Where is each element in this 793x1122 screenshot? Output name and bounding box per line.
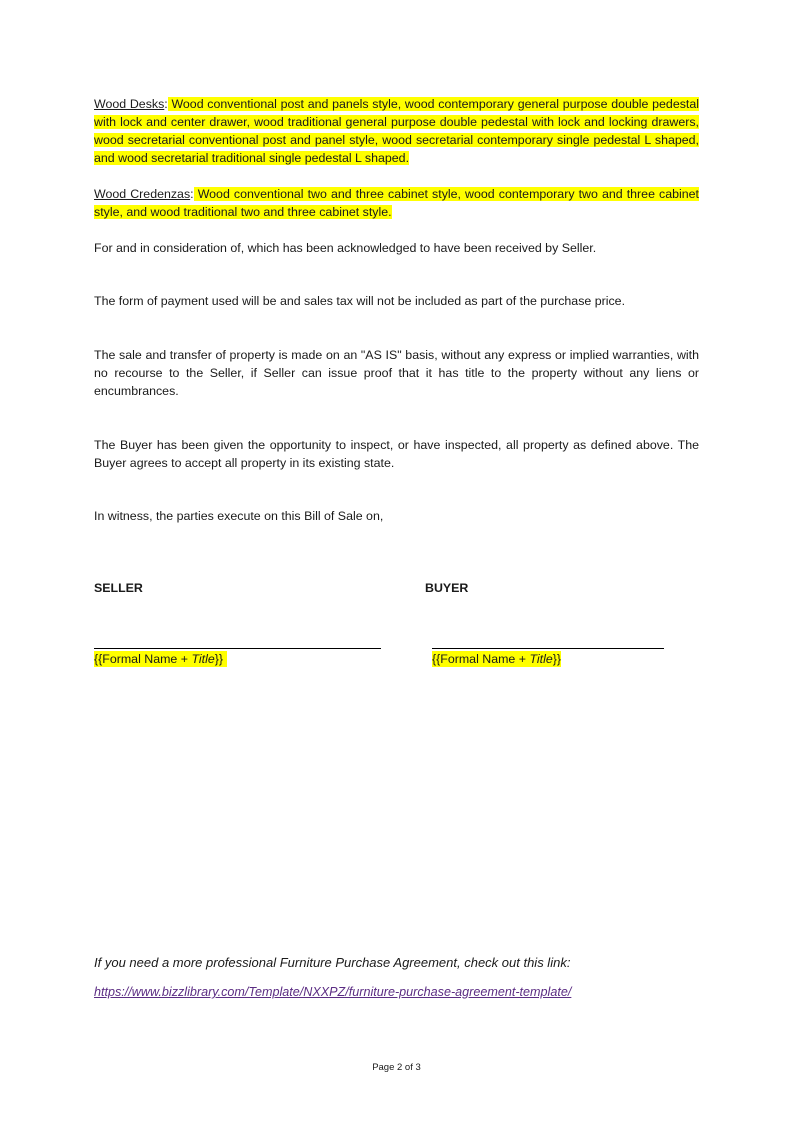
inspection-paragraph: The Buyer has been given the opportunity to inspect, or have inspected, all property as defined above. The Buyer agrees to accept all property in its existing state. (94, 438, 699, 470)
payment-paragraph: The form of payment used will be and sales tax will not be included as part of the purchase price. (94, 294, 626, 308)
page-number: Page 2 of 3 (372, 1062, 421, 1073)
buyer-signature-line (432, 648, 664, 649)
buyer-name-prefix: {{Formal Name + (432, 652, 530, 666)
consideration-paragraph: For and in consideration of, which has been acknowledged to have been received by Seller. (94, 241, 597, 255)
witness-paragraph: In witness, the parties execute on this Bill of Sale on, (94, 509, 384, 523)
buyer-formal-name-placeholder (432, 651, 561, 667)
seller-signature-line (94, 648, 381, 649)
buyer-name-title: Title (529, 652, 553, 666)
wood-credenzas-paragraph (94, 185, 699, 221)
wood-credenzas-colon: : (190, 187, 194, 201)
seller-label: SELLER (94, 581, 143, 595)
buyer-name-suffix: }} (552, 652, 562, 666)
footer-note: If you need a more professional Furniture Purchase Agreement, check out this link: (94, 955, 571, 970)
wood-credenzas-description: Wood conventional two and three cabinet style, wood contemporary two and three cabinet style, and wood traditional two and three cabinet style. (94, 187, 699, 219)
buyer-label: BUYER (425, 581, 469, 595)
seller-name-title: Title (191, 652, 215, 666)
wood-desks-description: Wood conventional post and panels style, wood contemporary general purpose double pedestal with lock and center drawer, wood traditional general purpose double pedestal with lock and locking drawers, wood secretarial conventional post and panel style, wood secretarial contemporary single pedestal L shaped, and wood secretarial traditional single pedestal L shaped. (94, 97, 699, 165)
as-is-paragraph: The sale and transfer of property is made on an "AS IS" basis, without any express or implied warranties, with no recourse to the Seller, if Seller can issue proof that it has title to the property without any liens or encumbrances. (94, 348, 699, 398)
wood-credenzas-label: Wood Credenzas (94, 187, 191, 201)
wood-desks-label: Wood Desks (94, 97, 165, 111)
wood-desks-colon: : (164, 97, 168, 111)
seller-formal-name-placeholder (94, 651, 227, 667)
seller-name-suffix: }} (214, 652, 224, 666)
seller-name-prefix: {{Formal Name + (94, 652, 192, 666)
wood-desks-paragraph (94, 95, 699, 167)
template-link[interactable]: https://www.bizzlibrary.com/Template/NXXPZ/furniture-purchase-agreement-template/ (94, 985, 572, 999)
